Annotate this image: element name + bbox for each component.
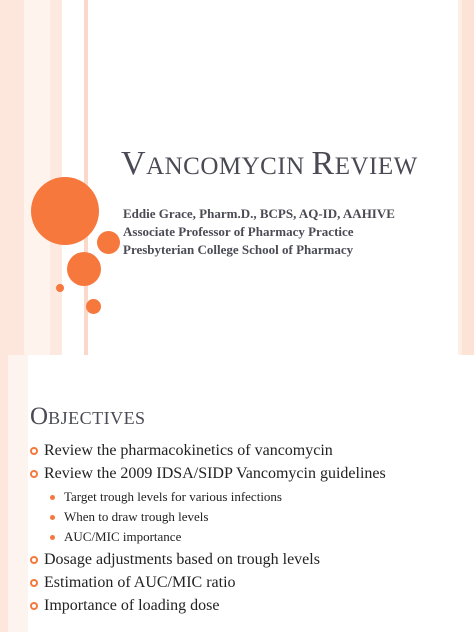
list-item: Estimation of AUC/MIC ratio [30,573,460,593]
decorative-stripe [0,355,8,632]
slide-title: OBJECTIVES [30,403,146,430]
decorative-stripe [24,0,50,355]
slide-title: VANCOMYCIN REVIEW [121,145,418,182]
list-item: Importance of loading dose [30,596,460,616]
position-line: Associate Professor of Pharmacy Practice [123,224,354,239]
sub-list-item: Target trough levels for various infections [30,487,460,507]
decorative-stripe [8,355,28,632]
decorative-circle [86,299,101,314]
bullet-icon [30,579,38,587]
list-item: Review the pharmacokinetics of vancomycin [30,441,460,461]
sub-list-item: AUC/MIC importance [30,527,460,547]
decorative-circle [56,284,64,292]
decorative-circle [31,177,99,245]
bullet-icon [30,602,38,610]
institution-line: Presbyterian College School of Pharmacy [123,242,354,257]
bullet-icon [50,495,55,500]
sub-list-item: When to draw trough levels [30,507,460,527]
author-line: Eddie Grace, Pharm.D., BCPS, AQ-ID, AAHIVE [123,206,395,221]
decorative-circle [67,252,101,286]
bullet-icon [50,535,55,540]
decorative-stripe [462,0,474,355]
list-item: Dosage adjustments based on trough levels [30,550,460,570]
objectives-slide [0,355,474,632]
bullet-icon [50,515,55,520]
decorative-circle [97,231,120,254]
bullet-icon [30,470,38,478]
decorative-stripe [0,0,24,355]
list-item: Review the 2009 IDSA/SIDP Vancomycin guidelines [30,464,460,484]
bullet-icon [30,447,38,455]
bullet-icon [30,556,38,564]
objectives-list [30,441,460,619]
